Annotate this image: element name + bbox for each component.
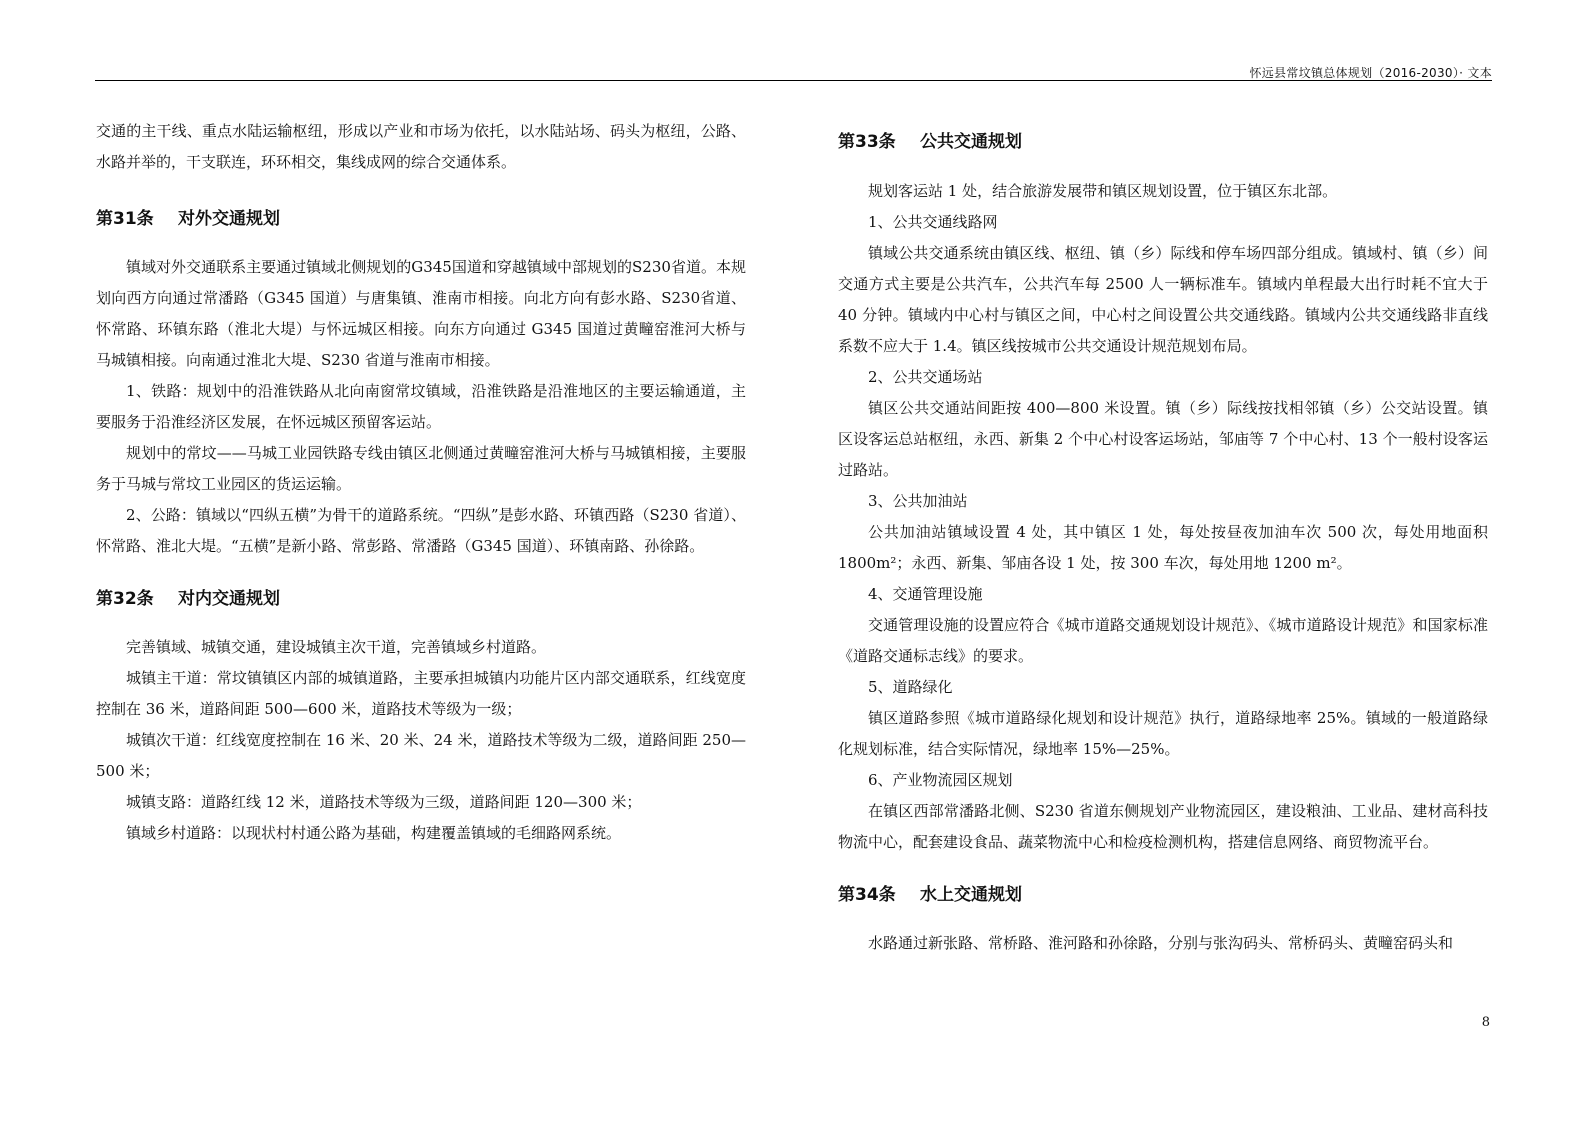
intro-paragraph: 交通的主干线、重点水陆运输枢纽，形成以产业和市场为依托，以水陆站场、码头为枢纽，公路、水路并举的，干支联连，环环相交，集线成网的综合交通体系。 [96,122,746,171]
article-32-heading [96,587,746,611]
article-31-heading [96,207,746,231]
article-32-body [96,632,746,849]
document-header-title: 怀远县常坟镇总体规划（2016-2030）· 文本 [1249,66,1492,80]
article-title: 对内交通规划 [178,589,280,609]
article-33-subheading: 4、交通管理设施 [868,585,983,603]
article-31-body [96,252,746,562]
article-33-subheading: 1、公共交通线路网 [868,213,998,231]
article-number: 第32条 [96,589,154,609]
header-divider [95,80,1492,81]
left-column [96,116,746,849]
article-32-paragraph: 城镇次干道：红线宽度控制在 16 米、20 米、24 米，道路技术等级为二级，道路间距 250—500 米； [96,731,746,780]
article-number: 第33条 [838,132,896,152]
article-32-paragraph: 完善镇域、城镇交通，建设城镇主次干道，完善镇域乡村道路。 [126,638,547,656]
article-33-paragraph: 公共加油站镇域设置 4 处，其中镇区 1 处，每处按昼夜加油车次 500 次，每处用地面积 1800m²；永西、新集、邹庙各设 1 处，按 300 车次，每处用地 1200 m²。 [838,523,1488,572]
article-34-heading [838,883,1488,907]
article-33-paragraph: 在镇区西部常潘路北侧、S230 省道东侧规划产业物流园区，建设粮油、工业品、建材高科技物流中心，配套建设食品、蔬菜物流中心和检疫检测机构，搭建信息网络、商贸物流平台。 [838,802,1488,851]
article-32-paragraph: 镇域乡村道路：以现状村村通公路为基础，构建覆盖镇域的毛细路网系统。 [126,824,622,842]
article-31-paragraph: 镇域对外交通联系主要通过镇域北侧规划的G345国道和穿越镇域中部规划的S230省道。本规划向西方向通过常潘路（G345 国道）与唐集镇、淮南市相接。向北方向有彭水路、S230省道、怀常路、环镇东路（淮北大堤）与怀远城区相接。向东方向通过 G345 国道过黄疃窑淮河大桥与马城镇相接。向南通过淮北大堤、S230 省道与淮南市相接。 [96,258,746,369]
right-column [838,116,1488,959]
article-title: 公共交通规划 [920,132,1022,152]
article-33-subheading: 5、道路绿化 [868,678,953,696]
page-number: 8 [1481,1015,1490,1030]
article-33-paragraph: 规划客运站 1 处，结合旅游发展带和镇区规划设置，位于镇区东北部。 [868,182,1338,200]
article-34-body [838,928,1488,959]
article-33-subheading: 3、公共加油站 [868,492,968,510]
article-title: 对外交通规划 [178,209,280,229]
article-33-paragraph: 交通管理设施的设置应符合《城市道路交通规划设计规范》、《城市道路设计规范》和国家标准《道路交通标志线》的要求。 [838,616,1488,665]
article-31-paragraph: 规划中的常坟——马城工业园铁路专线由镇区北侧通过黄疃窑淮河大桥与马城镇相接，主要服务于马城与常坟工业园区的货运运输。 [96,444,746,493]
article-32-paragraph: 城镇支路：道路红线 12 米，道路技术等级为三级，道路间距 120—300 米； [126,793,642,811]
article-33-body [838,176,1488,858]
article-31-paragraph: 2、公路：镇域以“四纵五横”为骨干的道路系统。“四纵”是彭水路、环镇西路（S230 省道）、怀常路、淮北大堤。“五横”是新小路、常彭路、常潘路（G345 国道）、环镇南路、孙徐路。 [96,506,746,555]
article-33-subheading: 6、产业物流园区规划 [868,771,1013,789]
article-32-paragraph: 城镇主干道：常坟镇镇区内部的城镇道路，主要承担城镇内功能片区内部交通联系，红线宽度控制在 36 米，道路间距 500—600 米，道路技术等级为一级； [96,669,746,718]
article-title: 水上交通规划 [920,885,1022,905]
article-number: 第31条 [96,209,154,229]
article-33-paragraph: 镇区道路参照《城市道路绿化规划和设计规范》执行，道路绿地率 25%。镇域的一般道路绿化规划标准，结合实际情况，绿地率 15%—25%。 [838,709,1488,758]
article-33-paragraph: 镇区公共交通站间距按 400—800 米设置。镇（乡）际线按找相邻镇（乡）公交站设置。镇区设客运总站枢纽，永西、新集 2 个中心村设客运场站，邹庙等 7 个中心村、13 个一般村设客运过路站。 [838,399,1488,479]
article-33-paragraph: 镇域公共交通系统由镇区线、枢纽、镇（乡）际线和停车场四部分组成。镇域村、镇（乡）间交通方式主要是公共汽车，公共汽车每 2500 人一辆标准车。镇域内单程最大出行时耗不宜大于 40 分钟。镇域内中心村与镇区之间，中心村之间设置公共交通线路。镇域内公共交通线路非直线系数不应大于 1.4。镇区线按城市公共交通设计规范规划布局。 [838,244,1488,355]
article-31-paragraph: 1、铁路：规划中的沿淮铁路从北向南窗常坟镇域，沿淮铁路是沿淮地区的主要运输通道，主要服务于沿淮经济区发展，在怀远城区预留客运站。 [96,382,746,431]
article-33-heading [838,130,1488,154]
article-34-paragraph: 水路通过新张路、常桥路、淮河路和孙徐路，分别与张沟码头、常桥码头、黄疃窑码头和 [868,934,1454,952]
article-33-subheading: 2、公共交通场站 [868,368,983,386]
article-number: 第34条 [838,885,896,905]
